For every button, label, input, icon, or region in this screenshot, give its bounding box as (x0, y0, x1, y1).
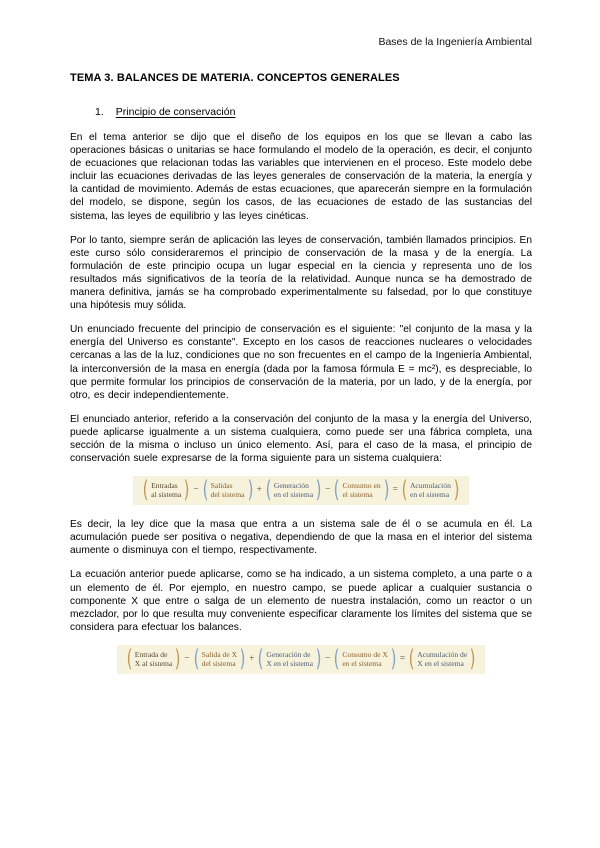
page-header: Bases de la Ingeniería Ambiental (378, 36, 532, 48)
close-paren: ) (453, 477, 460, 504)
equation-term-generacion (264, 477, 323, 504)
paragraph-component-x: La ecuación anterior puede aplicarse, como se ha indicado, a un sistema completo, a una parte o a un elemento de él. Por ejemplo, en nuestro campo, se puede aplicar a cualquier sustancia o componente X que entre o salga de un elemento de nuestra instalación, como un reactor o un mezclador, por lo que resulta muy conveniente especificar claramente los límites del sistema que se considera para efectuar los balances. (70, 569, 532, 633)
close-paren: ) (383, 477, 390, 504)
minus-operator: − (325, 653, 331, 664)
equation-term-line: X en el sistema (417, 658, 464, 668)
page-title: TEMA 3. BALANCES DE MATERIA. CONCEPTOS GENERALES (70, 72, 400, 84)
open-paren: ( (126, 645, 133, 672)
close-paren: ) (183, 477, 190, 504)
plus-operator: + (256, 485, 262, 496)
close-paren: ) (315, 477, 322, 504)
close-paren: ) (469, 645, 476, 672)
equation-term-line: Entradas (151, 480, 178, 490)
minus-operator: − (325, 485, 331, 496)
section-number: 1. (95, 106, 104, 118)
paragraph-accumulation: Es decir, la ley dice que la masa que entra a un sistema sale de él o se acumula en él. La acumulación puede ser positiva o negativa, dependiendo de que la masa en el interior del sistema aumente o disminuya con el tiempo, respectivamente. (70, 519, 532, 557)
equation-term-line: Generación de (266, 649, 311, 659)
equation-term-line: el sistema (342, 490, 373, 500)
equation-term-line: en el sistema (273, 490, 314, 500)
open-paren: ( (193, 645, 200, 672)
open-paren: ( (142, 477, 149, 504)
plus-operator: + (249, 653, 255, 664)
equation-term-line: Entrada de (134, 649, 168, 659)
equation-term-entrada-x (125, 645, 183, 672)
open-paren: ( (257, 645, 264, 672)
equation-term-line: Acumulación de (417, 649, 468, 659)
equation-term-line: del sistema (201, 658, 236, 668)
open-paren: ( (333, 645, 340, 672)
equation-term-line: Consumo en (342, 480, 381, 490)
paragraph-intro-model: En el tema anterior se dijo que el diseño de los equipos en los que se llevan a cabo las operaciones básicas o unitarias se hace formulando el modelo de la operación, es decir, el conjunto de ecuaciones que relacionan todas las variables que intervienen en el proceso. Este modelo debe incluir las ecuaciones derivadas de las leyes generales de conservación de la materia, la energía y la cantidad de movimiento. Además de estas ecuaciones, que aparecerán siempre en la formulación del modelo, se dispone, según los casos, de las ecuaciones de estado de las sustancias del sistema, las leyes de equilibrio y las leyes cinéticas. (70, 132, 532, 222)
equation-term-line: Generación (273, 480, 309, 490)
equation-term-entradas (141, 477, 191, 504)
open-paren: ( (202, 477, 209, 504)
close-paren: ) (247, 477, 253, 504)
open-paren: ( (408, 645, 415, 672)
equation-term-consumo-x (332, 645, 398, 672)
equation-term-generacion-x (256, 645, 323, 672)
close-paren: ) (174, 645, 181, 672)
minus-operator: − (184, 653, 190, 664)
equals-operator: = (392, 485, 398, 496)
equation-term-line: Salidas (210, 480, 233, 490)
close-paren: ) (239, 645, 246, 672)
equation-term-consumo (332, 477, 390, 504)
open-paren: ( (401, 477, 408, 504)
paragraph-universe-constant: Un enunciado frecuente del principio de conservación es el siguiente: "el conjunto de la masa y la energía del Universo es constante". Excepto en los casos de reacciones nucleares o velocidades cercanas a las de la luz, condiciones que no son frecuentes en el campo de la Ingeniería Ambiental, la interconversión de la masa en energía (dada por la famosa fórmula E = mc²), es despreciable, lo que permite formular los principios de conservación de la materia, por un lado, y de la energía, por otro, es decir independientemente. (70, 324, 532, 401)
equation-term-line: en el sistema (342, 658, 382, 668)
equation-term-line: X en el sistema (266, 658, 314, 668)
equation-term-line: Acumulación (409, 480, 451, 490)
equation-term-line: Salida de X (201, 649, 238, 659)
paragraph-conservation-laws: Por lo tanto, siempre serán de aplicación las leyes de conservación, también llamados principios. En este curso sólo consideraremos el principio de conservación de la masa y de la energía. La formulación de este principio ocupa un lugar especial en la ciencia y representa uno de los resultados más significativos de la teoría de la relatividad. Aunque nunca se ha demostrado de manera definitiva, jamás se ha comprobado experimentalmente su falsedad, por lo que constituye una hipótesis muy sólida. (70, 234, 532, 312)
section-title: Principio de conservación (115, 106, 236, 118)
equation-term-salidas (201, 477, 255, 504)
equation-term-acumulacion-x (407, 645, 477, 672)
equation-term-line: del sistema (210, 490, 245, 500)
close-paren: ) (315, 645, 322, 672)
paragraph-system-application: El enunciado anterior, referido a la conservación del conjunto de la masa y la energía del Universo, puede aplicarse igualmente a un sistema cualquiera, como puede ser una fábrica completa, una sección de la misma o incluso un único elemento. Así, para el caso de la masa, el principio de conservación suele expresarse de la forma siguiente para un sistema cualquiera: (70, 413, 532, 465)
equation-term-line: Consumo de X (342, 649, 388, 659)
equals-operator: = (399, 653, 406, 664)
section-heading (70, 106, 532, 118)
minus-operator: − (193, 485, 199, 496)
equation-term-salida-x (192, 645, 247, 672)
close-paren: ) (390, 645, 397, 672)
equation-term-line: X al sistema (134, 658, 173, 668)
open-paren: ( (334, 477, 340, 504)
component-balance-equation-image (117, 645, 485, 674)
equation-term-line: al sistema (151, 490, 182, 500)
equation-term-acumulacion (400, 477, 461, 504)
open-paren: ( (265, 477, 272, 504)
mass-balance-equation-image (133, 476, 469, 505)
equation-term-line: en el sistema (409, 490, 450, 500)
